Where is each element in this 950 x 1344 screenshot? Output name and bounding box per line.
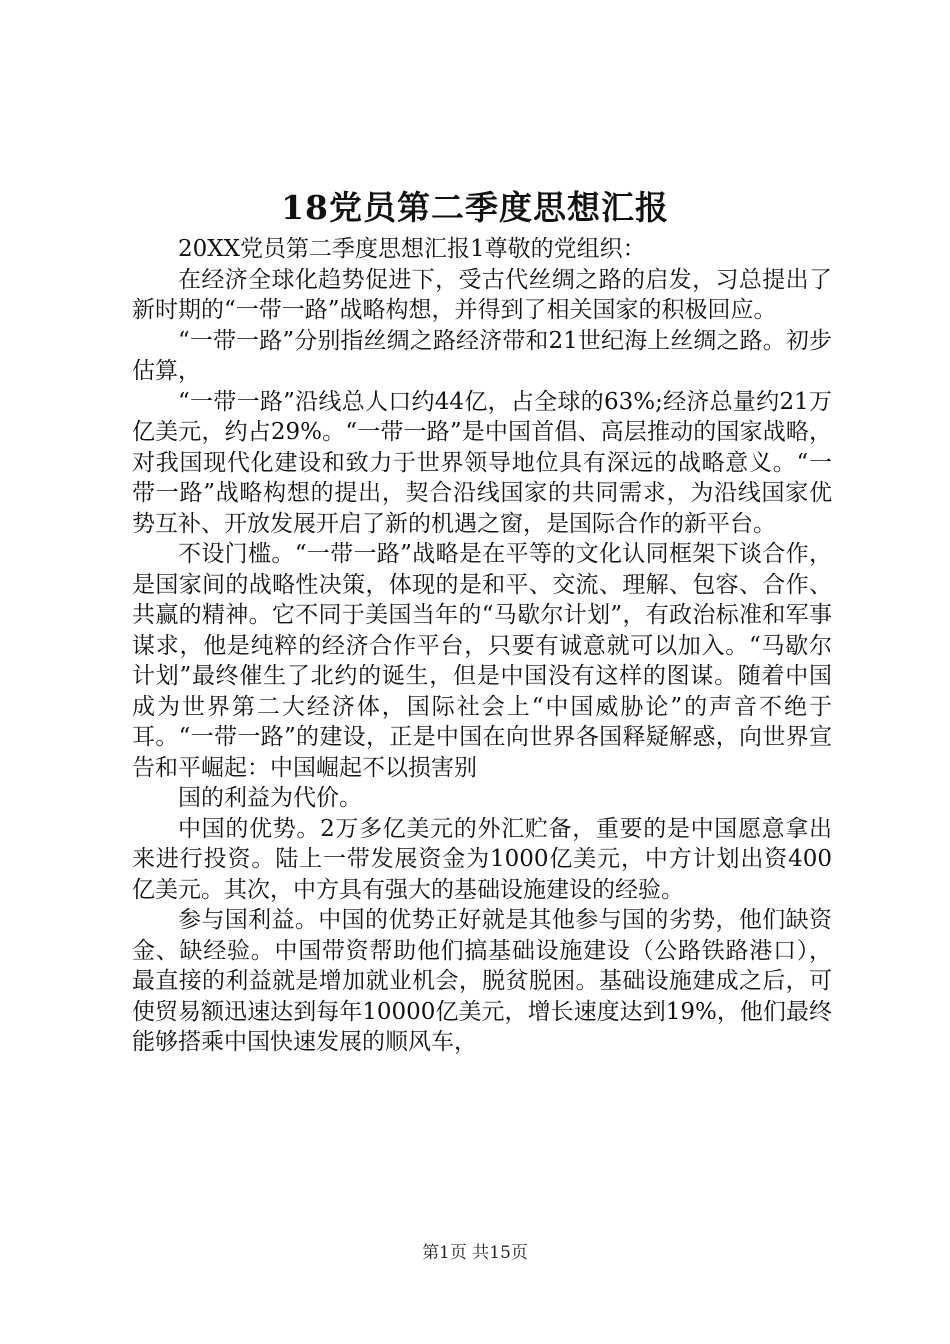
paragraph-1: 20XX党员第二季度思想汇报1尊敬的党组织： xyxy=(178,236,646,262)
page-footer: 第1页 共15页 xyxy=(422,1243,528,1263)
paragraph-2: 在经济全球化趋势促进下，受古代丝绸之路的启发，习总提出了新时期的“一带一路”战略构想，并得到了相关国家的积极回应。 xyxy=(132,266,832,323)
document-title: 18党员第二季度思想汇报 xyxy=(281,188,669,227)
paragraph-7: 中国的优势。2万多亿美元的外汇贮备，重要的是中国愿意拿出来进行投资。陆上一带发展资金为1000亿美元，中方计划出资400亿美元。其次，中方具有强大的基础设施建设的经验。 xyxy=(132,815,832,903)
paragraph-8: 参与国利益。中国的优势正好就是其他参与国的劣势，他们缺资金、缺经验。中国带资帮助他们搞基础设施建设（公路铁路港口），最直接的利益就是增加就业机会，脱贫脱困。基础设施建成之后，可使贸易额迅速达到每年10000亿美元，增长速度达到19%，他们最终能够搭乘中国快速发展的顺风车， xyxy=(132,907,832,1055)
document-body xyxy=(132,234,832,1058)
paragraph-3: “一带一路”分别指丝绸之路经济带和21世纪海上丝绸之路。初步估算， xyxy=(132,327,832,384)
paragraph-4: “一带一路”沿线总人口约44亿，占全球的63%;经济总量约21万亿美元，约占29%。“一带一路”是中国首倡、高层推动的国家战略，对我国现代化建设和致力于世界领导地位具有深远的战略意义。“一带一路”战略构想的提出，契合沿线国家的共同需求，为沿线国家优势互补、开放发展开启了新的机遇之窗，是国际合作的新平台。 xyxy=(132,388,832,537)
paragraph-6: 国的利益为代价。 xyxy=(178,785,362,811)
paragraph-5: 不设门槛。“一带一路”战略是在平等的文化认同框架下谈合作，是国家间的战略性决策，体现的是和平、交流、理解、包容、合作、共赢的精神。它不同于美国当年的“马歇尔计划”，有政治标准和军事谋求，他是纯粹的经济合作平台，只要有诚意就可以加入。“马歇尔计划”最终催生了北约的诞生，但是中国没有这样的图谋。随着中国成为世界第二大经济体，国际社会上“中国威胁论”的声音不绝于耳。“一带一路”的建设，正是中国在向世界各国释疑解惑，向世界宣告和平崛起：中国崛起不以损害别 xyxy=(132,541,832,781)
